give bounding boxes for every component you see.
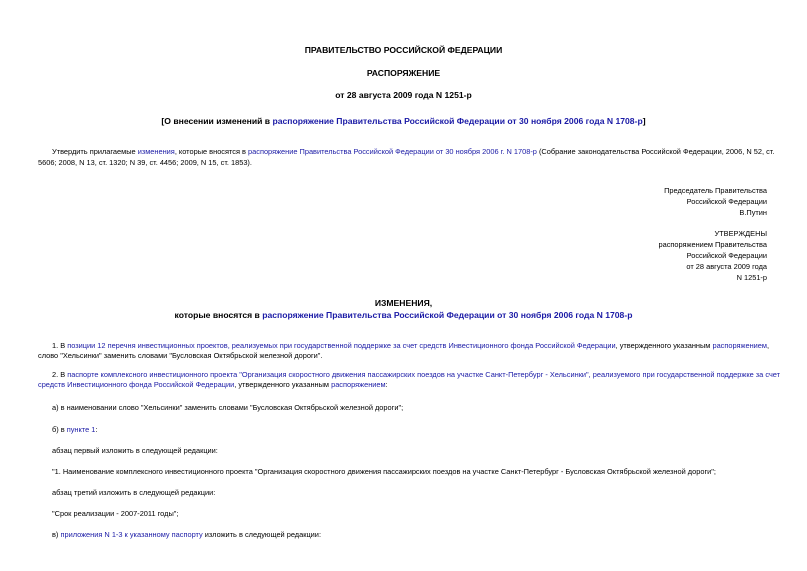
approved-label: УТВЕРЖДЕНЫ: [714, 229, 767, 238]
order-link-2[interactable]: распоряжением: [331, 380, 386, 389]
document-date-number: от 28 августа 2009 года N 1251-р: [335, 90, 472, 100]
para-2-line-1: [52, 370, 780, 380]
intro-text-2: , которые вносятся в: [174, 147, 249, 156]
changes-subtitle: [0, 310, 807, 320]
para-c-text-1: в): [52, 530, 61, 539]
approved-number: N 1251-р: [736, 273, 767, 282]
intro-text-3: (Собрание законодательства Российской Федерации, 2006, N 52, ст.: [536, 147, 775, 156]
document-subject: [0, 116, 807, 126]
para-b-4: "Срок реализации - 2007-2011 годы";: [52, 509, 179, 518]
para-1-text-3: ,: [766, 341, 770, 350]
subject-link[interactable]: распоряжение Правительства Российской Федерации от 30 ноября 2006 года N 1708-р: [272, 116, 643, 126]
intro-line-1: [52, 147, 774, 157]
approved-date: от 28 августа 2009 года: [686, 262, 767, 271]
signature-name: В.Путин: [739, 208, 767, 217]
government-heading: ПРАВИТЕЛЬСТВО РОССИЙСКОЙ ФЕДЕРАЦИИ: [304, 45, 503, 55]
changes-subtitle-prefix: которые вносятся в: [174, 310, 263, 320]
investment-fund-link[interactable]: средств Инвестиционного фонда Российской Федерации: [38, 380, 235, 389]
changes-subtitle-link[interactable]: распоряжение Правительства Российской Федерации от 30 ноября 2006 года N 1708-р: [262, 310, 633, 320]
para-a: а) в наименовании слово "Хельсинки" заменить словами "Бусловская Октябрьской железной дороги";: [52, 403, 404, 412]
para-1-line-1: [52, 341, 769, 351]
para-c: [52, 530, 321, 540]
changes-link[interactable]: изменения: [137, 147, 175, 156]
appendices-link[interactable]: приложения N 1-3 к указанному паспорту: [60, 530, 203, 539]
subject-suffix: ]: [642, 116, 646, 126]
subject-prefix: [О внесении изменений в: [161, 116, 273, 126]
para-b-text-1: б) в: [52, 425, 67, 434]
order-link[interactable]: распоряжением: [712, 341, 767, 350]
point-1-link[interactable]: пункте 1: [66, 425, 96, 434]
para-2-text-2: , утвержденного указанным: [234, 380, 332, 389]
project-passport-link[interactable]: паспорте комплексного инвестиционного проекта "Организация скоростного движения пассажирских поездов на участке Санкт-Петербург - Хельсинки", реализуемого при государственной поддержке за счет: [67, 370, 781, 379]
para-2-text-1: 2. В: [52, 370, 68, 379]
order-1708-link[interactable]: распоряжение Правительства Российской Федерации от 30 ноября 2006 г. N 1708-р: [248, 147, 537, 156]
para-1-line-2: слово "Хельсинки" заменить словами "Бусловская Октябрьской железной дороги".: [38, 351, 323, 360]
signature-title: Председатель Правительства: [664, 186, 767, 195]
para-2-line-2: [38, 380, 388, 390]
para-2-text-3: :: [385, 380, 388, 389]
approved-by: распоряжением Правительства: [658, 240, 767, 249]
para-1-text-1: 1. В: [52, 341, 68, 350]
approved-country: Российской Федерации: [686, 251, 767, 260]
para-b-text-2: :: [95, 425, 98, 434]
signature-country: Российской Федерации: [686, 197, 767, 206]
para-b: [52, 425, 97, 435]
changes-title: ИЗМЕНЕНИЯ,: [374, 298, 433, 308]
para-1-text-2: , утвержденного указанным: [615, 341, 713, 350]
para-b-3: абзац третий изложить в следующей редакции:: [52, 488, 216, 497]
para-b-2: "1. Наименование комплексного инвестиционного проекта "Организация скоростного движения пассажирских поездов на участке Санкт-Петербург - Бусловская Октябрьской железной дороги";: [52, 467, 716, 476]
document-type: РАСПОРЯЖЕНИЕ: [366, 68, 441, 78]
intro-text-1: Утвердить прилагаемые: [52, 147, 138, 156]
position-12-link[interactable]: позиции 12 перечня инвестиционных проектов, реализуемых при государственной поддержке за счет средств Инвестиционного фонда Российской Федерации: [67, 341, 616, 350]
intro-line-2: 5606; 2008, N 13, ст. 1320; N 39, ст. 4456; 2009, N 15, ст. 1853).: [38, 158, 252, 167]
para-b-1: абзац первый изложить в следующей редакции:: [52, 446, 218, 455]
para-c-text-2: изложить в следующей редакции:: [202, 530, 321, 539]
